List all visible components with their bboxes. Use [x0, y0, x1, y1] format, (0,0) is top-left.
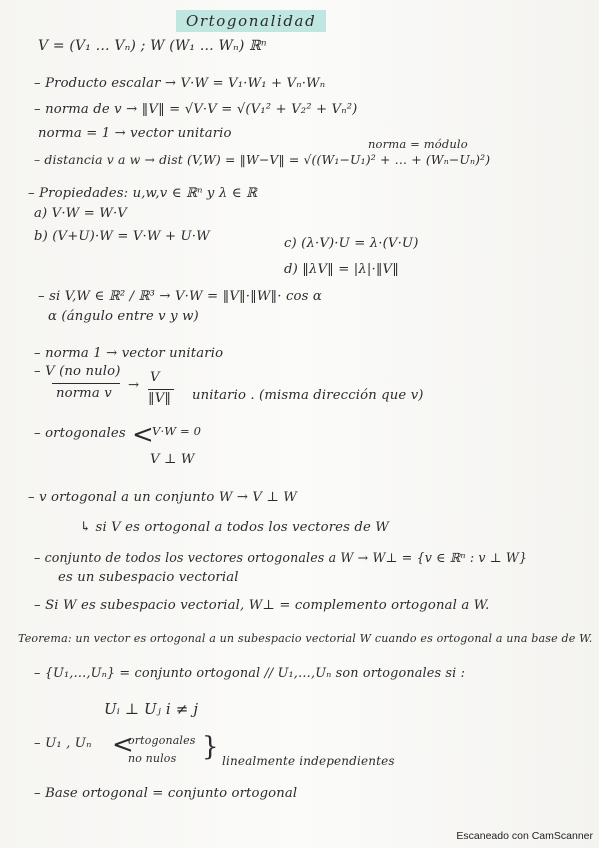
unit-fraction-numerator: V [150, 370, 160, 385]
unit-direction-note: unitario . (misma dirección que v) [192, 388, 424, 403]
scanner-watermark: Escaneado con CamScanner [456, 830, 593, 842]
norm-definition-line: – norma de v → ‖V‖ = √V·V = √(V₁² + V₂² + Vₙ²) [34, 102, 358, 117]
normalize-numerator: – V (no nulo) [34, 364, 121, 379]
orthogonal-basis-line: – Base ortogonal = conjunto ortogonal [34, 786, 298, 801]
property-a: a) V·W = W·V [34, 206, 127, 221]
theorem-line: Teorema: un vector es ortogonal a un subespacio vectorial W cuando es ortogonal a una base de W. [18, 632, 593, 645]
orthogonal-set-line: – {U₁,…,Uₙ} = conjunto ortogonal // U₁,…,Uₙ son ortogonales si : [34, 666, 466, 681]
independence-condition-2: no nulos [128, 752, 177, 765]
normalize-denominator: norma v [56, 386, 112, 401]
vector-definition: V = (V₁ … Vₙ) ; W (W₁ … Wₙ) ℝⁿ [38, 38, 267, 54]
angle-formula-line: – si V,W ∈ ℝ² / ℝ³ → V·W = ‖V‖·‖W‖· cos α [38, 289, 322, 304]
orthogonal-label: – ortogonales [34, 426, 126, 441]
properties-heading: – Propiedades: u,w,v ∈ ℝⁿ y λ ∈ ℝ [28, 186, 258, 201]
independence-vectors: – U₁ , Uₙ [34, 736, 92, 751]
orthogonal-condition-ij: Uᵢ ⊥ Uⱼ i ≠ j [104, 700, 199, 718]
orthogonal-condition-1: V·W = 0 [152, 424, 202, 438]
unit-norm-line: – norma 1 → vector unitario [34, 346, 224, 361]
orthogonal-brace: < [132, 420, 154, 450]
unit-fraction-bar [148, 389, 174, 390]
property-d: d) ‖λV‖ = |λ|·‖V‖ [284, 262, 399, 277]
independence-left-brace: < [112, 730, 134, 760]
fraction-bar [52, 383, 120, 384]
property-c: c) (λ·V)·U = λ·(V·U) [284, 236, 419, 251]
distance-line: – distancia v a w → dist (V,W) = ‖W−V‖ = √((W₁−U₁)² + … + (Wₙ−Uₙ)²) [34, 152, 491, 167]
unit-vector-note: norma = 1 → vector unitario [38, 126, 232, 141]
orthogonal-condition-2: V ⊥ W [150, 452, 195, 467]
angle-note: α (ángulo entre v y w) [48, 309, 199, 324]
unit-fraction-denominator: ‖V‖ [148, 391, 172, 406]
orthogonal-to-set-note: ↳ si V es ortogonal a todos los vectores de W [80, 520, 389, 535]
norm-modulus-note: norma = módulo [368, 137, 468, 151]
independence-condition-1: ortogonales [128, 734, 196, 747]
independence-right-brace: } [202, 732, 219, 762]
property-b: b) (V+U)·W = V·W + U·W [34, 229, 210, 244]
orthogonal-to-set-line: – v ortogonal a un conjunto W → V ⊥ W [28, 490, 298, 505]
dot-product-line: – Producto escalar → V·W = V₁·W₁ + Vₙ·Wₙ [34, 76, 326, 91]
normalize-arrow: → [128, 378, 140, 393]
orthogonal-complement-def: – conjunto de todos los vectores ortogonales a W → W⊥ = {v ∈ ℝⁿ : v ⊥ W} [34, 550, 528, 565]
independence-result: linealmente independientes [222, 754, 395, 768]
page-title: Ortogonalidad [176, 10, 326, 32]
complement-line: – Si W es subespacio vectorial, W⊥ = complemento ortogonal a W. [34, 598, 490, 613]
subspace-note: es un subespacio vectorial [58, 570, 239, 585]
